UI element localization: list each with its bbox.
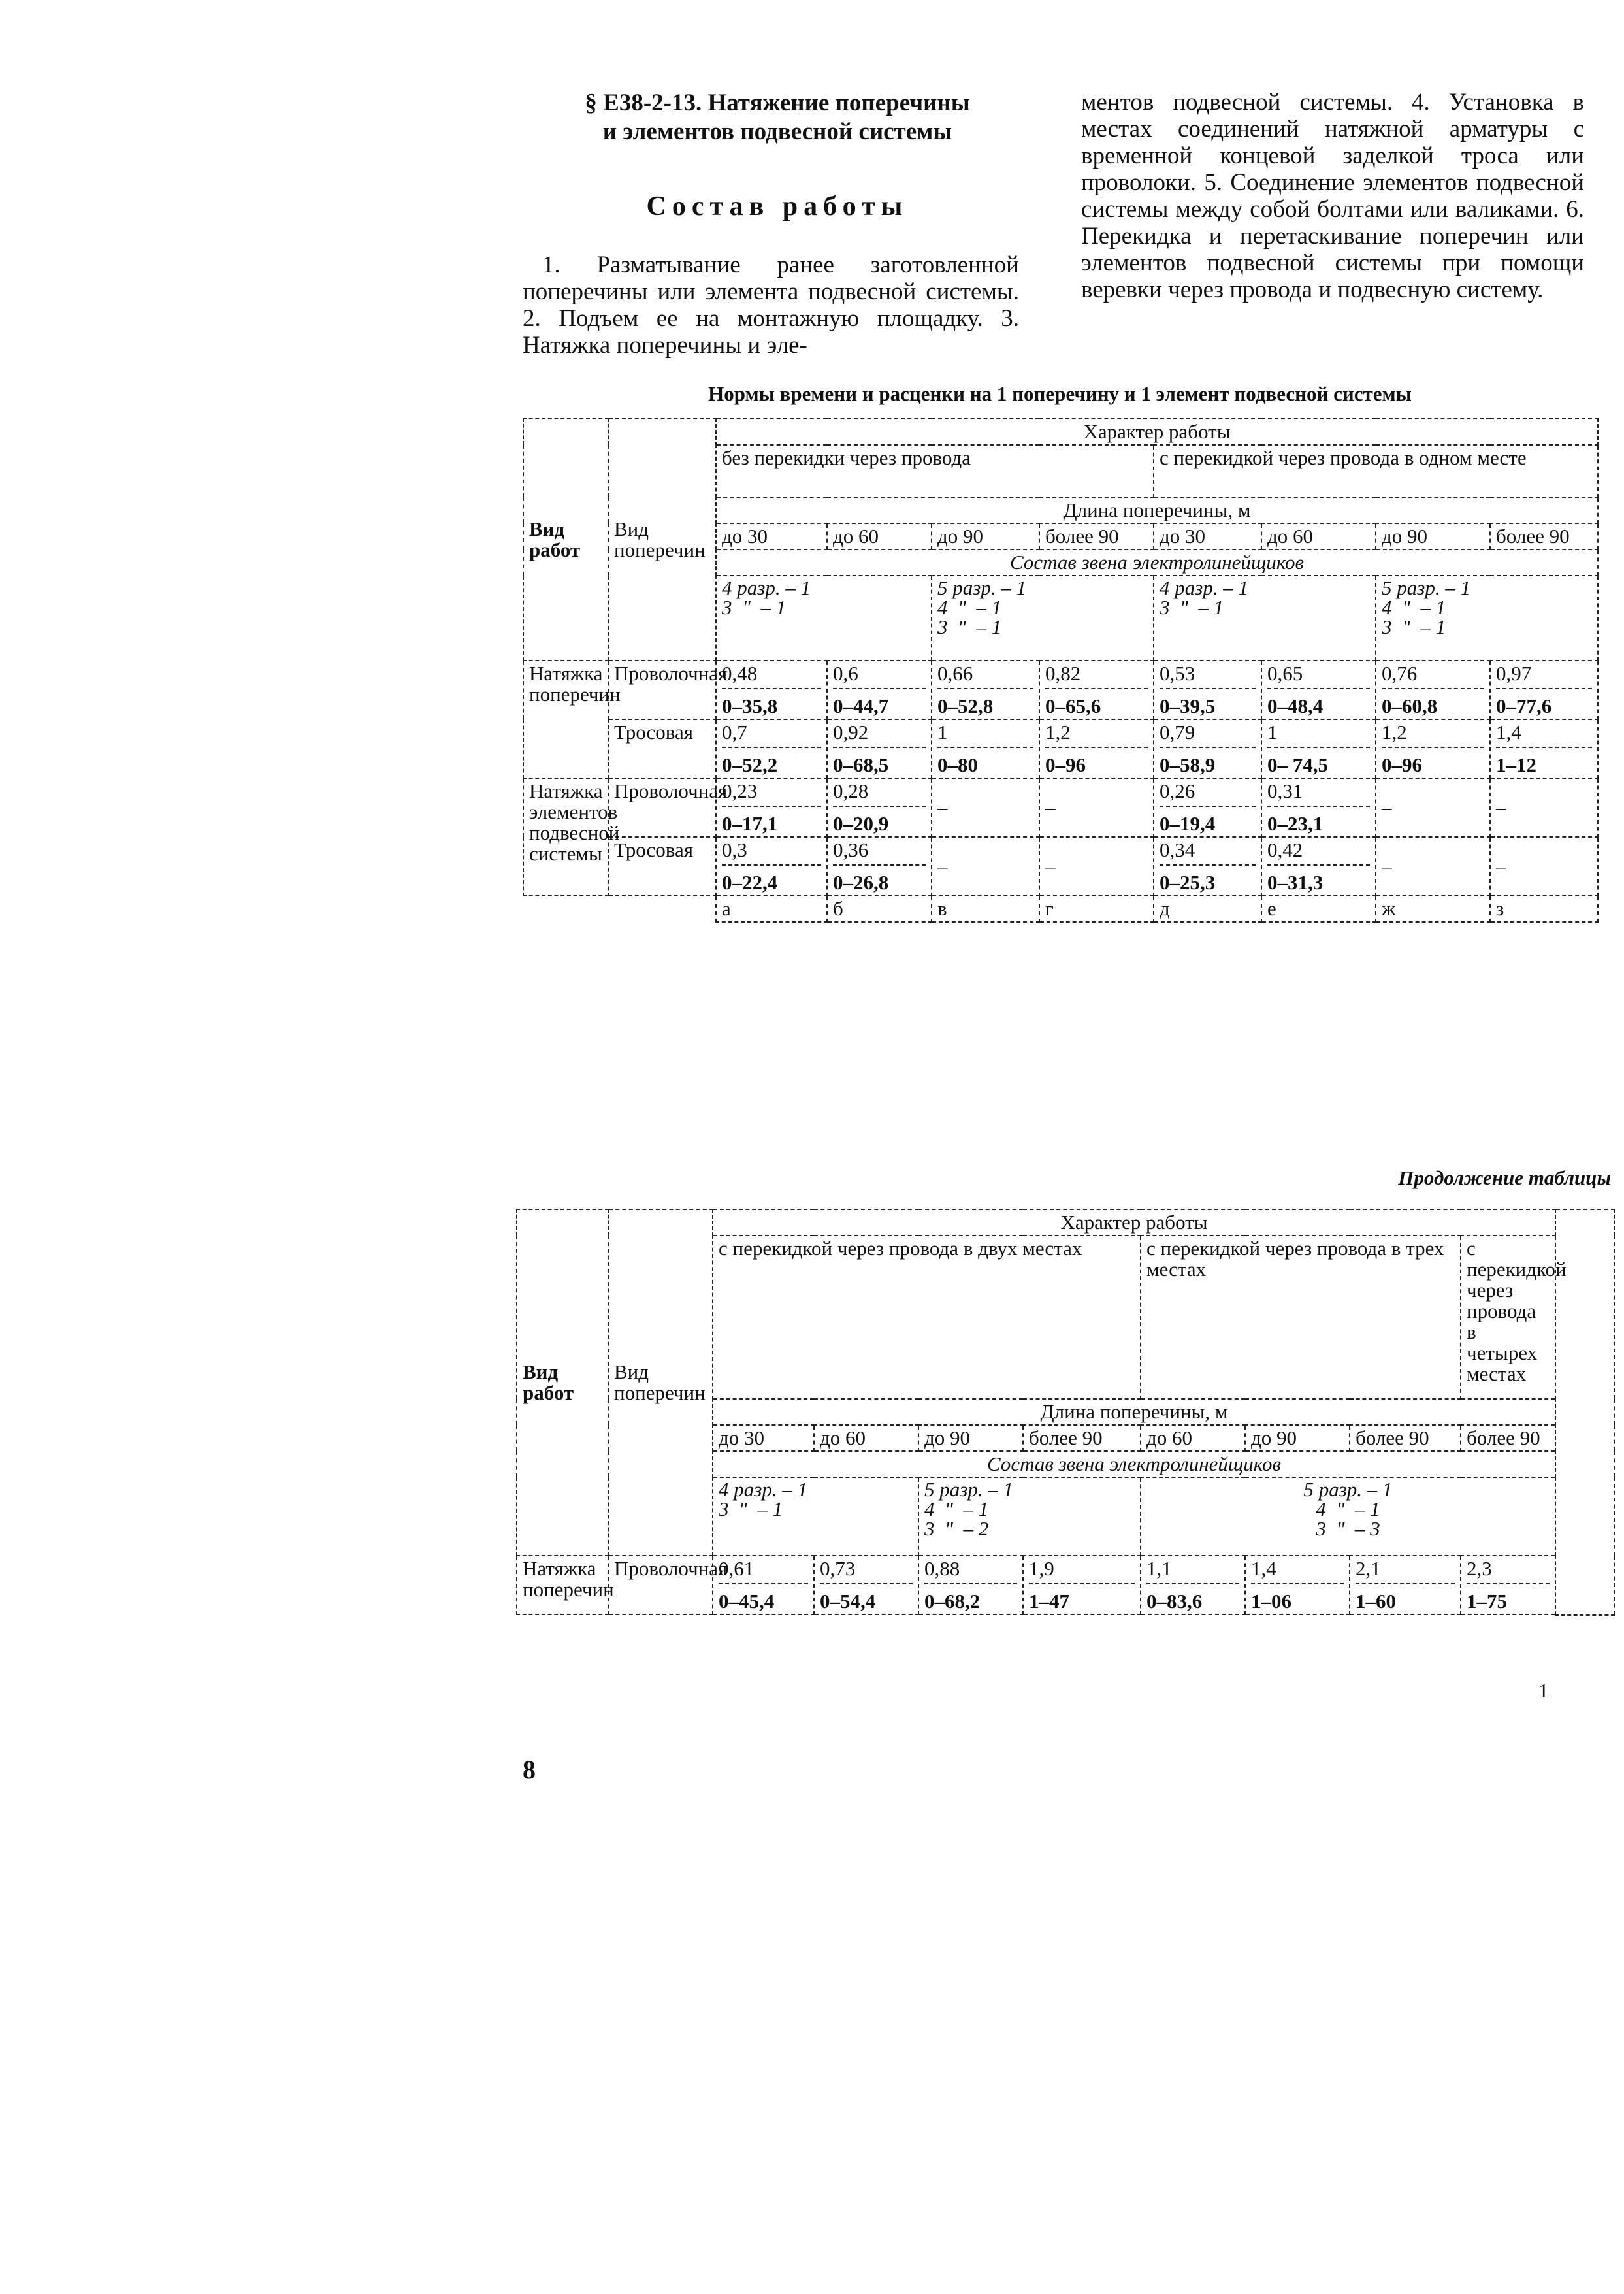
paragraph-right: ментов подвесной системы. 4. Установка в местах соединений натяжной арматуры с временной концевой заделкой троса или проволоки. 5. Соединение элементов подвесной системы между собой болтами или валиками. 6. Перекидка и перетаскивание поперечин или элементов подвесной системы при помощи веревки через провода и подвесную систему.	[1081, 89, 1584, 303]
length-header: более 90	[1350, 1425, 1461, 1451]
value-cell: 0,61 0–45,4	[713, 1556, 814, 1614]
header-length: Длина поперечины, м	[713, 1399, 1555, 1425]
table-row	[523, 661, 1598, 719]
column-letter: в	[932, 896, 1039, 922]
value-cell: 1,9 1–47	[1023, 1556, 1141, 1614]
length-header: до 30	[1154, 523, 1261, 549]
crew-composition: 5 разр. – 1 4 " – 1 3 " – 1	[932, 576, 1154, 661]
value-cell: 0,65 0–48,4	[1261, 661, 1376, 719]
column-letter: з	[1490, 896, 1598, 922]
table-row	[523, 837, 1598, 896]
value-cell: 0,34 0–25,3	[1154, 837, 1261, 896]
empty-cell: –	[1376, 778, 1490, 837]
value-cell: 0,36 0–26,8	[827, 837, 932, 896]
value-cell: 0,76 0–60,8	[1376, 661, 1490, 719]
length-header: до 90	[932, 523, 1039, 549]
continuation-label: Продолжение таблицы	[1398, 1166, 1611, 1189]
row-crossbar-type: Проволочная	[608, 661, 716, 719]
value-cell: 0,7 0–52,2	[716, 719, 827, 778]
empty-cell: –	[1490, 778, 1598, 837]
value-cell: 0,79 0–58,9	[1154, 719, 1261, 778]
column-letter: а	[716, 896, 827, 922]
group-no-transfer: без перекидки через провода	[716, 445, 1154, 497]
length-header: до 90	[1245, 1425, 1350, 1451]
value-cell: 0,31 0–23,1	[1261, 778, 1376, 837]
row-work-type: Натяжка поперечин	[523, 661, 608, 778]
row-crossbar-type: Проволочная	[608, 778, 716, 837]
crew-composition: 4 разр. – 1 3 " – 1	[713, 1477, 918, 1556]
header-crossbar-type: Вид поперечин	[608, 419, 716, 661]
column-letter: ж	[1376, 896, 1490, 922]
length-header: до 60	[814, 1425, 918, 1451]
value-cell: 0,23 0–17,1	[716, 778, 827, 837]
length-header: до 30	[716, 523, 827, 549]
group-two-transfers: с перекидкой через провода в двух местах	[713, 1236, 1141, 1399]
header-work-character: Характер работы	[713, 1209, 1555, 1236]
section-title-line2: и элементов подвесной системы	[602, 118, 952, 145]
table-row	[523, 719, 1598, 778]
value-cell: 0,26 0–19,4	[1154, 778, 1261, 837]
value-cell: 0,92 0–68,5	[827, 719, 932, 778]
column-letter: б	[827, 896, 932, 922]
group-one-transfer: с перекидкой через провода в одном месте	[1154, 445, 1598, 497]
length-header: более 90	[1490, 523, 1598, 549]
norms-table	[523, 418, 1599, 923]
length-header: до 60	[1261, 523, 1376, 549]
value-cell: 1,2 0–96	[1039, 719, 1154, 778]
empty-cell: –	[932, 837, 1039, 896]
row-work-type: Натяжка поперечин	[517, 1556, 608, 1614]
crew-composition: 5 разр. – 1 4 " – 1 3 " – 3	[1141, 1477, 1555, 1556]
group-four-transfers: с перекидкой через провода в четырех местах	[1461, 1236, 1555, 1399]
length-header: более 90	[1023, 1425, 1141, 1451]
length-header: до 60	[827, 523, 932, 549]
header-work-type: Вид работ	[517, 1209, 608, 1556]
table-title: Нормы времени и расценки на 1 поперечину и 1 элемент подвесной системы	[708, 382, 1412, 405]
crew-composition: 5 разр. – 1 4 " – 1 3 " – 2	[918, 1477, 1141, 1556]
value-cell: 1,4 1–06	[1245, 1556, 1350, 1614]
crew-composition: 5 разр. – 1 4 " – 1 3 " – 1	[1376, 576, 1598, 661]
value-cell: 1,4 1–12	[1490, 719, 1598, 778]
value-cell: 1,2 0–96	[1376, 719, 1490, 778]
length-header: более 90	[1461, 1425, 1555, 1451]
table-row	[517, 1556, 1614, 1614]
column-letter: г	[1039, 896, 1154, 922]
value-cell: 0,97 0–77,6	[1490, 661, 1598, 719]
empty-cell: –	[1039, 778, 1154, 837]
row-number: 1	[1538, 1679, 1549, 1702]
column-letters-row	[523, 896, 1598, 922]
header-work-type: Вид работ	[523, 419, 608, 661]
empty-cell: –	[1376, 837, 1490, 896]
empty-cell: –	[1490, 837, 1598, 896]
header-crew: Состав звена электролинейщиков	[713, 1451, 1555, 1477]
norms-table-continued	[516, 1209, 1615, 1616]
crew-composition: 4 разр. – 1 3 " – 1	[1154, 576, 1376, 661]
length-header: до 90	[1376, 523, 1490, 549]
value-cell: 0,53 0–39,5	[1154, 661, 1261, 719]
empty-cell: –	[932, 778, 1039, 837]
value-cell: 0,88 0–68,2	[918, 1556, 1023, 1614]
header-crossbar-type: Вид поперечин	[608, 1209, 713, 1556]
length-header: до 60	[1141, 1425, 1245, 1451]
page-number: 8	[523, 1755, 536, 1784]
header-length: Длина поперечины, м	[716, 497, 1598, 523]
value-cell: 2,1 1–60	[1350, 1556, 1461, 1614]
table-row	[523, 778, 1598, 837]
value-cell: 1,1 0–83,6	[1141, 1556, 1245, 1614]
section-title	[523, 89, 1032, 146]
length-header: до 90	[918, 1425, 1023, 1451]
value-cell: 2,3 1–75	[1461, 1556, 1555, 1614]
row-crossbar-type: Проволочная	[608, 1556, 713, 1614]
row-crossbar-type: Тросовая	[608, 719, 716, 778]
length-header: более 90	[1039, 523, 1154, 549]
row-crossbar-type: Тросовая	[608, 837, 716, 896]
value-cell: 0,48 0–35,8	[716, 661, 827, 719]
value-cell: 0,6 0–44,7	[827, 661, 932, 719]
row-work-type: Натяжка элементов подвесной системы	[523, 778, 608, 896]
value-cell: 0,42 0–31,3	[1261, 837, 1376, 896]
value-cell: 0,66 0–52,8	[932, 661, 1039, 719]
length-header: до 30	[713, 1425, 814, 1451]
section-title-line1: § Е38-2-13. Натяжение поперечины	[585, 90, 970, 116]
value-cell: 0,73 0–54,4	[814, 1556, 918, 1614]
value-cell: 0,82 0–65,6	[1039, 661, 1154, 719]
group-three-transfers: с перекидкой через провода в трех местах	[1141, 1236, 1461, 1399]
value-cell: 1 0–80	[932, 719, 1039, 778]
crew-composition: 4 разр. – 1 3 " – 1	[716, 576, 932, 661]
column-letter: д	[1154, 896, 1261, 922]
header-crew: Состав звена электролинейщиков	[716, 549, 1598, 576]
header-work-character: Характер работы	[716, 419, 1598, 445]
value-cell: 0,28 0–20,9	[827, 778, 932, 837]
value-cell: 1 0– 74,5	[1261, 719, 1376, 778]
column-letter: е	[1261, 896, 1376, 922]
paragraph-left: 1. Разматывание ранее заготовленной поперечины или элемента подвесной системы. 2. Подъем ее на монтажную площадку. 3. Натяжка поперечины и эле-	[523, 252, 1019, 359]
value-cell: 0,3 0–22,4	[716, 837, 827, 896]
composition-heading: Состав работы	[646, 191, 909, 221]
empty-cell: –	[1039, 837, 1154, 896]
